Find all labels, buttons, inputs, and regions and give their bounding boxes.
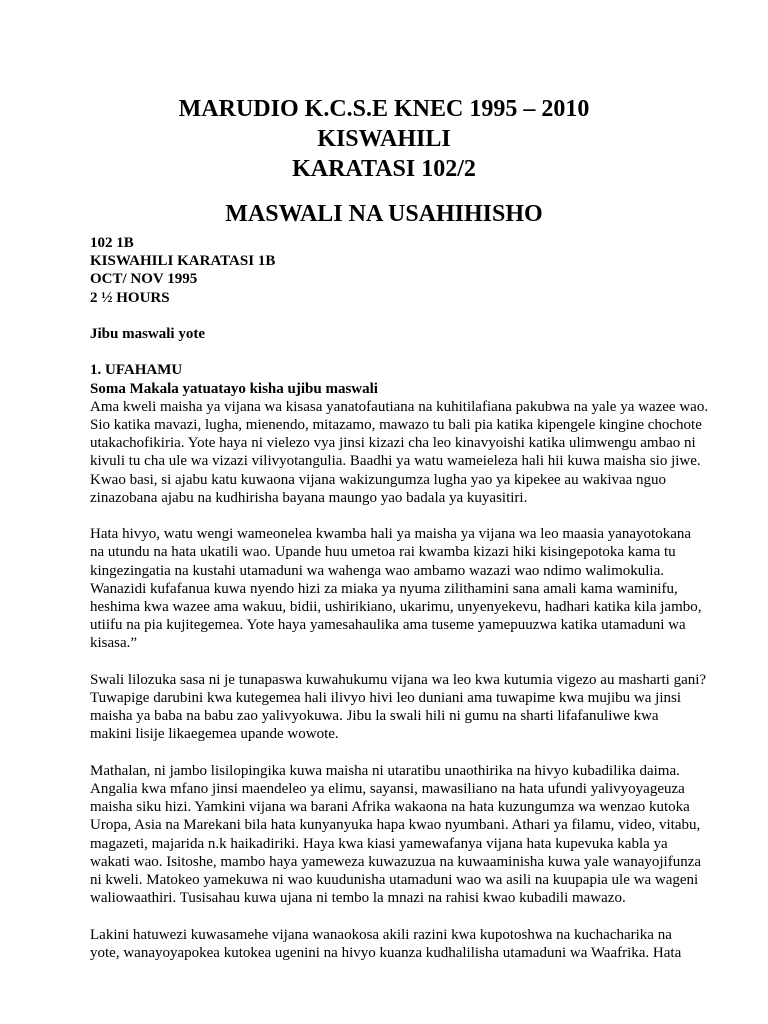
meta-line-paper: KISWAHILI KARATASI 1B — [90, 253, 276, 270]
paragraph-line: Kwao basi, si ajabu katu kuwaona vijana wakizungumza lugha yao ya kipekee au wakivaa nguo — [90, 471, 667, 488]
paragraph-2 — [90, 525, 750, 652]
paragraph-line: Wanazidi kufafanua kuwa nyendo hizi za miaka ya nyuma zilithamini sana amali kama waminifu, — [90, 580, 678, 597]
paragraph-line: Mathalan, ni jambo lisilopingika kuwa maisha ni utaratibu unaothirika na hivyo kubadilika daima. — [90, 762, 680, 779]
paragraph-line: Lakini hatuwezi kuwasamehe vijana wanaokosa akili razini kwa kupotoshwa na kuchacharika na — [90, 926, 672, 943]
paragraph-line: wakati wao. Isitoshe, mambo haya yameweza kuwazuzua na kuwaaminisha kuwa yale wanayojifunza — [90, 853, 702, 870]
paragraph-line: Angalia kwa mfano jinsi maendeleo ya elimu, sayansi, mawasiliano na hata ufundi yalivyoyageuza — [90, 781, 685, 798]
paragraph-1 — [90, 398, 750, 507]
paragraph-line: maisha ya baba na babu zao yalivyokuwa. Jibu la swali hili ni gumu na sharti lifafanuliwe kwa — [90, 708, 659, 725]
document-title-block — [0, 94, 768, 184]
paragraph-line: makini lisije likaegemea upande wowote. — [90, 726, 339, 743]
paragraph-line: yote, wanayoyapokea kutokea ugenini na hivyo kuanza kudhalilisha utamaduni wa Waafrika. Hata — [90, 944, 682, 961]
paragraph-line: heshima kwa wazee ama wakuu, bidii, ushirikiano, ukarimu, unyenyekevu, hadhari katika kila jambo, — [90, 599, 702, 616]
paragraph-line: kingezingatia na kustahi utamaduni wa wahenga wao ambamo wazazi wao ndimo walimokulia. — [90, 562, 664, 579]
paragraph-4 — [90, 762, 750, 908]
paragraph-line: kivuli tu cha ule wa vizazi vilivyotangulia. Baadhi ya watu wameieleza hali hii kuwa maisha sio jiwe. — [90, 453, 701, 470]
section-heading: 1. UFAHAMU — [90, 362, 183, 379]
paragraph-line: waliowaathiri. Tusisahau kuwa ujana ni tembo la mnazi na rahisi kwao kubadili mawazo. — [90, 890, 626, 907]
section-instruction: Soma Makala yatuatayo kisha ujibu maswali — [90, 380, 378, 397]
paragraph-line: Uropa, Asia na Marekani bila hata kunyanyuka hapa kwao nyumbani. Athari ya filamu, video, vitabu, — [90, 817, 701, 834]
paragraph-line: Ama kweli maisha ya vijana wa kisasa yanatofautiana na kuhitilafiana pakubwa na yale ya wazee wao. — [90, 398, 709, 415]
paragraph-line: Hata hivyo, watu wengi wameonelea kwamba hali ya maisha ya vijana wa leo maasia yanayotokana — [90, 526, 692, 543]
document-subtitle: MASWALI NA USAHIHISHO — [225, 201, 543, 227]
paragraph-line: Tuwapige darubini kwa kutegemea hali ilivyo hivi leo duniani ama tuwapime kwa mujibu wa jinsi — [90, 690, 681, 707]
paragraph-line: utakachofikiria. Yote haya ni vielezo vya jinsi kizazi cha leo kinavyoishi katika ulimwengu ambao ni — [90, 435, 696, 452]
instruction: Jibu maswali yote — [90, 326, 206, 342]
title-line-1: MARUDIO K.C.S.E KNEC 1995 – 2010 — [178, 96, 590, 122]
paragraph-line: maisha siku hizi. Yamkini vijana wa barani Afrika wakaona na hata kuzungumza wa wenzao kutoka — [90, 799, 690, 816]
meta-line-code: 102 1B — [90, 235, 134, 251]
meta-line-duration: 2 ½ HOURS — [90, 289, 170, 306]
paragraph-3 — [90, 671, 750, 744]
meta-line-date: OCT/ NOV 1995 — [90, 271, 198, 288]
paragraph-line: zinazobana ajabu na kudhirisha bayana maungo yao badala ya kuyasitiri. — [90, 489, 528, 506]
paragraph-line: kisasa.” — [90, 635, 138, 652]
paragraph-line: ni kweli. Matokeo yamekuwa ni wao kuudunisha utamaduni wao wa asili na kuupapia ule wa wageni — [90, 872, 699, 889]
paragraph-5 — [90, 926, 750, 962]
paragraph-line: Sio katika mavazi, lugha, mienendo, mitazamo, mawazo tu bali pia katika kipengele kingine chochote — [90, 417, 702, 433]
paragraph-line: utiifu na pia kujitegemea. Yote haya yamesahaulika ama tuseme yamepuuzwa katika utamaduni wa — [90, 617, 686, 634]
paragraph-line: na utundu na hata ukatili wao. Upande huu umetoa rai kwamba kizazi hiki kisingepotoka kama tu — [90, 544, 676, 561]
document-body — [90, 234, 750, 962]
paragraph-line: Swali lilozuka sasa ni je tunapaswa kuwahukumu vijana wa leo kwa kutumia vigezo au masharti gani? — [90, 671, 707, 688]
title-line-3: KARATASI 102/2 — [292, 156, 476, 182]
paragraph-line: magazeti, majarida n.k haikadiriki. Haya kwa kiasi yamewafanya vijana hata kupevuka kabla ya — [90, 835, 668, 852]
title-line-2: KISWAHILI — [317, 126, 451, 152]
